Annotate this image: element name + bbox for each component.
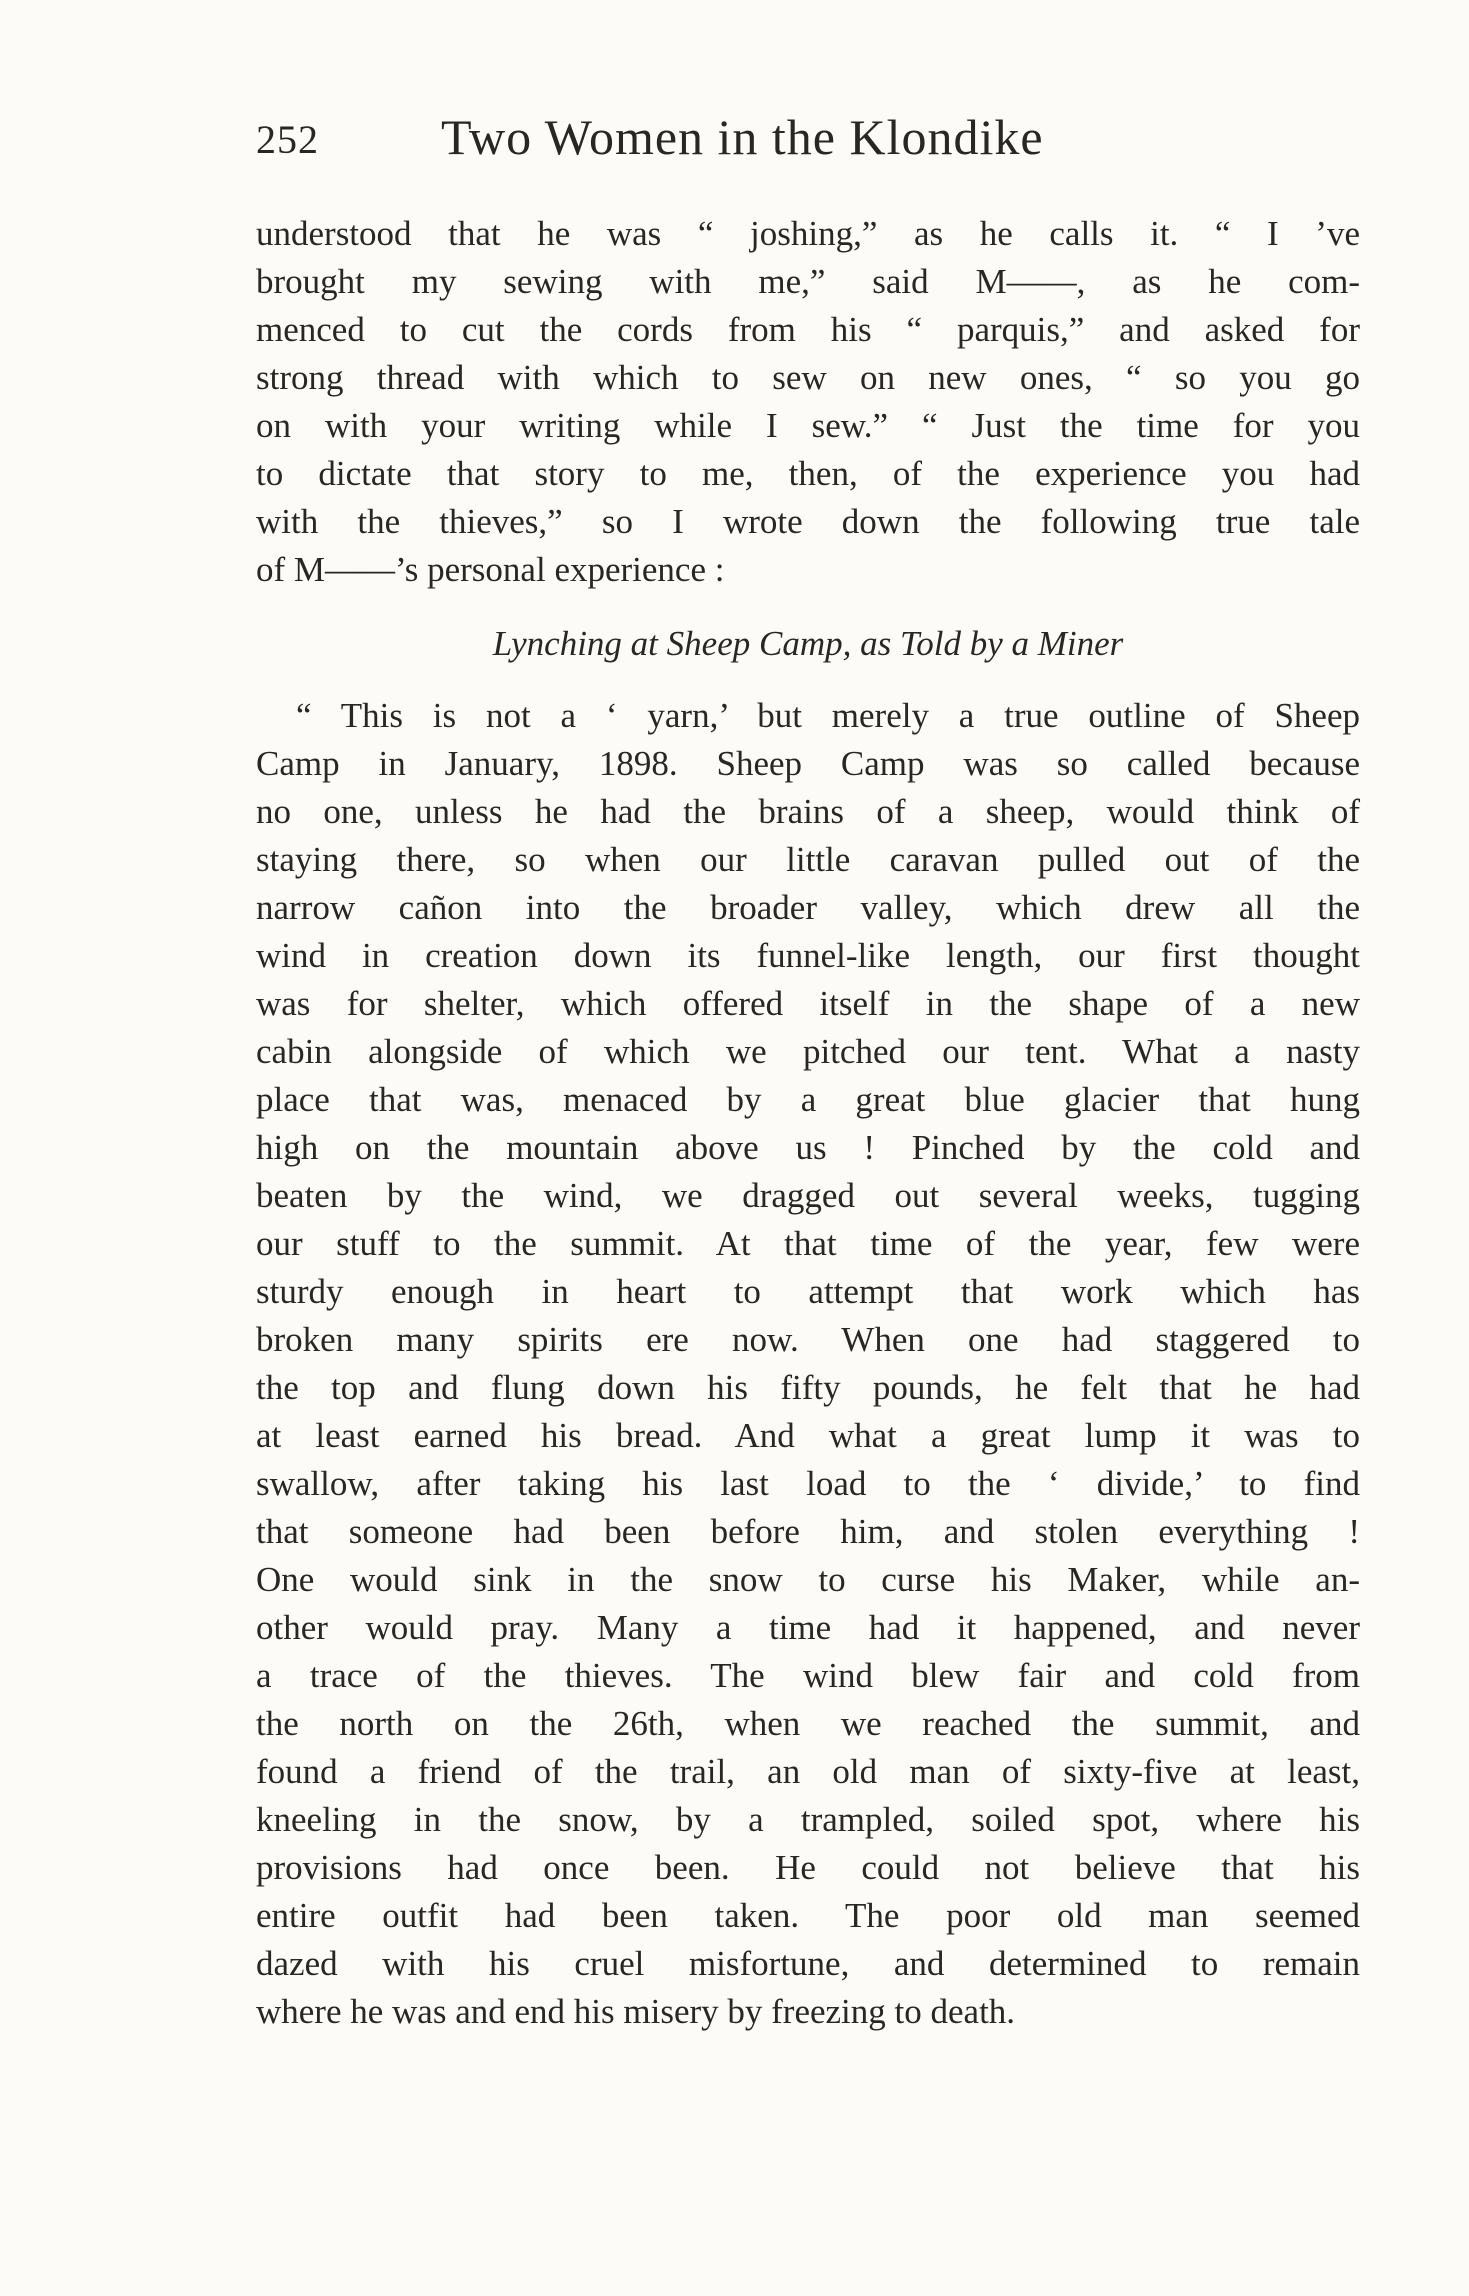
text-line: “ This is not a ‘ yarn,’ but merely a true outline of Sheep bbox=[296, 696, 1360, 735]
text-line: no one, unless he had the brains of a sheep, would think of bbox=[256, 792, 1360, 831]
text-line: brought my sewing with me,” said M——, as he com- bbox=[256, 262, 1360, 301]
text-line: strong thread with which to sew on new ones, “ so you go bbox=[256, 358, 1360, 397]
text-line: swallow, after taking his last load to the ‘ divide,’ to find bbox=[256, 1464, 1360, 1503]
text-line: broken many spirits ere now. When one had staggered to bbox=[256, 1320, 1360, 1359]
text-line: the top and flung down his fifty pounds, he felt that he had bbox=[256, 1368, 1360, 1407]
text-line: provisions had once been. He could not believe that his bbox=[256, 1848, 1360, 1887]
text-line: a trace of the thieves. The wind blew fair and cold from bbox=[256, 1656, 1360, 1695]
text-line: was for shelter, which offered itself in the shape of a new bbox=[256, 984, 1360, 1023]
text-line: with the thieves,” so I wrote down the following true tale bbox=[256, 502, 1360, 541]
text-line: at least earned his bread. And what a great lump it was to bbox=[256, 1416, 1360, 1455]
text-line: other would pray. Many a time had it happened, and never bbox=[256, 1608, 1360, 1647]
text-line: staying there, so when our little caravan pulled out of the bbox=[256, 840, 1360, 879]
text-line: kneeling in the snow, by a trampled, soiled spot, where his bbox=[256, 1800, 1360, 1839]
paragraph-intro bbox=[256, 210, 1360, 594]
text-line: that someone had been before him, and stolen everything ! bbox=[256, 1512, 1360, 1551]
body-text bbox=[256, 210, 1360, 2036]
page-number: 252 bbox=[256, 117, 319, 162]
text-line: dazed with his cruel misfortune, and determined to remain bbox=[256, 1944, 1360, 1983]
text-line: of M——’s personal experience : bbox=[256, 550, 725, 589]
text-line: where he was and end his misery by freezing to death. bbox=[256, 1992, 1016, 2031]
text-line: on with your writing while I sew.” “ Just the time for you bbox=[256, 406, 1360, 445]
running-title: Two Women in the Klondike bbox=[441, 109, 1044, 165]
text-line: Camp in January, 1898. Sheep Camp was so called because bbox=[256, 744, 1360, 783]
text-line: place that was, menaced by a great blue glacier that hung bbox=[256, 1080, 1360, 1119]
text-line: wind in creation down its funnel-like length, our first thought bbox=[256, 936, 1360, 975]
text-line: sturdy enough in heart to attempt that work which has bbox=[256, 1272, 1360, 1311]
text-line: menced to cut the cords from his “ parquis,” and asked for bbox=[256, 310, 1360, 349]
section-heading: Lynching at Sheep Camp, as Told by a Miner bbox=[492, 624, 1124, 663]
paragraph-story bbox=[256, 692, 1360, 2036]
text-line: found a friend of the trail, an old man of sixty-five at least, bbox=[256, 1752, 1360, 1791]
text-line: narrow cañon into the broader valley, which drew all the bbox=[256, 888, 1360, 927]
text-line: the north on the 26th, when we reached the summit, and bbox=[256, 1704, 1360, 1743]
running-head bbox=[256, 108, 1356, 178]
text-line: to dictate that story to me, then, of the experience you had bbox=[256, 454, 1360, 493]
text-line: entire outfit had been taken. The poor old man seemed bbox=[256, 1896, 1360, 1935]
text-line: our stuff to the summit. At that time of the year, few were bbox=[256, 1224, 1360, 1263]
text-line: understood that he was “ joshing,” as he calls it. “ I ’ve bbox=[256, 214, 1360, 253]
text-line: high on the mountain above us ! Pinched by the cold and bbox=[256, 1128, 1360, 1167]
text-line: beaten by the wind, we dragged out several weeks, tugging bbox=[256, 1176, 1360, 1215]
text-line: One would sink in the snow to curse his Maker, while an- bbox=[256, 1560, 1360, 1599]
text-line: cabin alongside of which we pitched our tent. What a nasty bbox=[256, 1032, 1360, 1071]
